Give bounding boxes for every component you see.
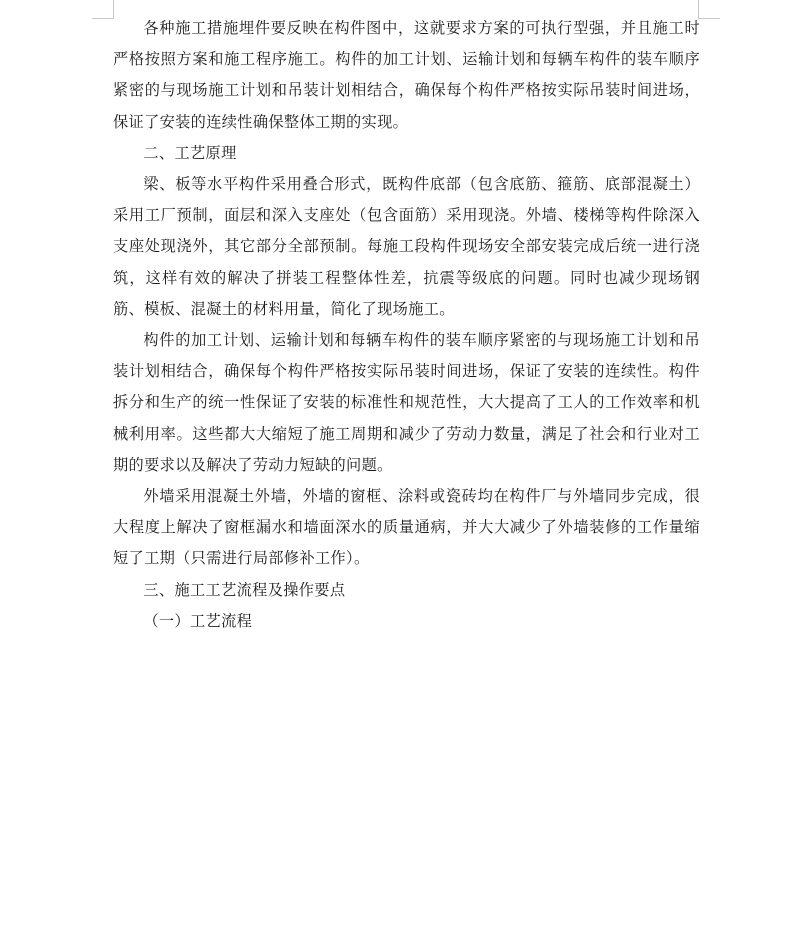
- subsection-heading-process-flow: （一）工艺流程: [143, 611, 253, 630]
- margin-mark-top-right-horizontal: [698, 18, 720, 19]
- section-heading-process-flow: 三、施工工艺流程及操作要点: [143, 580, 346, 599]
- paragraph-processing-plan: 构件的加工计划、运输计划和每辆车构件的装车顺序紧密的与现场施工计划和吊装计划相结合，确保每个构件严格按实际吊装时间进场，保证了安装的连续性。构件拆分和生产的统一性保证了安装的标准性和规范性，大大提高了工人的工作效率和机械利用率。这些都大大缩短了施工周期和减少了劳动力数量，满足了社会和行业对工期的要求以及解决了劳动力短缺的问题。: [113, 331, 700, 474]
- paragraph-construction-plan: 各种施工措施埋件要反映在构件图中，这就要求方案的可执行型强，并且施工时严格按照方案和施工程序施工。构件的加工计划、运输计划和每辆车构件的装车顺序紧密的与现场施工计划和吊装计划相结合，确保每个构件严格按实际吊装时间进场，保证了安装的连续性确保整体工期的实现。: [113, 19, 700, 131]
- document-body: [113, 13, 700, 637]
- margin-mark-top-left-horizontal: [92, 18, 114, 19]
- paragraph-exterior-wall: 外墙采用混凝土外墙，外墙的窗框、涂料或瓷砖均在构件厂与外墙同步完成，很大程度上解决了窗框漏水和墙面深水的质量通病，并大大减少了外墙装修的工作量缩短了工期（只需进行局部修补工作）。: [113, 487, 700, 568]
- section-heading-process-principle: 二、工艺原理: [143, 143, 237, 162]
- paragraph-composite-components: 梁、板等水平构件采用叠合形式，既构件底部（包含底筋、箍筋、底部混凝土）采用工厂预制，面层和深入支座处（包含面筋）采用现浇。外墙、楼梯等构件除深入支座处现浇外，其它部分全部预制。每施工段构件现场安全部安装完成后统一进行浇筑，这样有效的解决了拼装工程整体性差，抗震等级底的问题。同时也减少现场钢筋、模板、混凝土的材料用量，简化了现场施工。: [113, 175, 700, 318]
